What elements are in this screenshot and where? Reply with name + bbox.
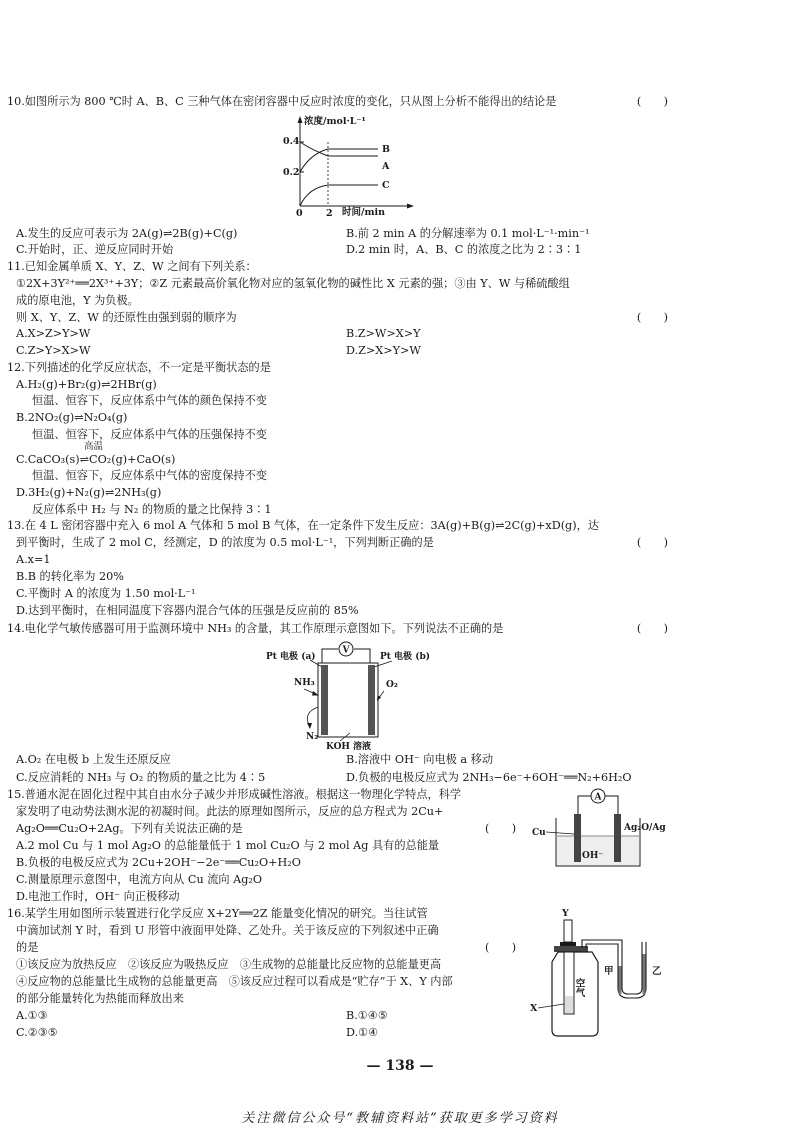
q14-meter-label: V [342, 645, 350, 656]
q12-option-a: A.H₂(g)+Br₂(g)⇌2HBr(g) [16, 378, 157, 391]
stopper [554, 946, 588, 952]
q12-option-c-condition: 恒温、恒容下，反应体系中气体的密度保持不变 [32, 469, 267, 482]
q10-y-tick: 0.4 [283, 136, 300, 147]
q15-left-label: Cu [532, 828, 546, 838]
q16-bracket: ( ) [485, 941, 517, 954]
q10-y-tick: 0.2 [283, 167, 300, 178]
q14-electrode-b-label: Pt 电极 (b) [380, 652, 431, 662]
q14-stem: 14.电化学气敏传感器可用于监测环境中 NH₃ 的含量，其工作原理示意图如下。下列说法不正确的是 [7, 622, 504, 635]
q12-option-c: C.CaCO₃(s)⇌CO₂(g)+CaO(s) [16, 453, 176, 466]
q16-dropper-label: Y [562, 908, 569, 919]
q15-stem: Ag₂O══Cu₂O+2Ag。下列有关说法正确的是 [16, 822, 243, 835]
q15-right-label: Ag₂O/Ag [624, 823, 666, 833]
q12-option-a-condition: 恒温、恒容下，反应体系中气体的颜色保持不变 [32, 394, 267, 407]
q16-right-arm-label: 乙 [652, 966, 662, 977]
q15-ion-label: OH⁻ [582, 851, 604, 861]
q12-condition-high-temp: 高温 [84, 441, 104, 452]
footer-note: 关注微信公众号“教辅资料站”获取更多学习资料 [241, 1111, 559, 1126]
q11-option-c: C.Z>Y>X>W [16, 344, 91, 357]
q11-option-b: B.Z>W>X>Y [346, 327, 421, 340]
q16-apparatus-diagram [524, 904, 674, 1040]
q10-curve-label: A [382, 161, 390, 172]
q12-option-d: D.3H₂(g)+N₂(g)⇌2NH₃(g) [16, 486, 162, 499]
dropper-icon [564, 920, 572, 942]
q14-gas-o2: O₂ [386, 680, 398, 690]
q10-curve-label: C [382, 180, 390, 191]
q12-stem: 12.下列描述的化学反应状态，不一定是平衡状态的是 [7, 361, 271, 374]
q14-option-b: B.溶液中 OH⁻ 向电极 a 移动 [346, 753, 494, 766]
q13-stem: 13.在 4 L 密闭容器中充入 6 mol A 气体和 5 mol B 气体，在一定条件下发生反应：3A(g)+B(g)⇌2C(g)+xD(g)，达 [7, 519, 599, 532]
q14-electrolyte-label: KOH 溶液 [326, 742, 372, 752]
q15-option-d: D.电池工作时，OH⁻ 向正极移动 [16, 890, 180, 903]
q13-bracket: ( ) [636, 536, 668, 549]
q14-gas-nh3: NH₃ [294, 678, 315, 688]
q10-curve-c [300, 185, 378, 206]
q10-x-axis-label: 时间/min [342, 207, 386, 218]
q12-option-d-condition: 反应体系中 H₂ 与 N₂ 的物质的量之比保持 3∶1 [32, 503, 272, 516]
q11-bracket: ( ) [636, 311, 668, 324]
q11-option-d: D.Z>X>Y>W [346, 344, 421, 357]
q10-stem: 10.如图所示为 800 ℃时 A、B、C 三种气体在密闭容器中反应时浓度的变化，只从图上分析不能得出的结论是 [7, 95, 557, 108]
q11-stem: 则 X、Y、Z、W 的还原性由强到弱的顺序为 [16, 311, 237, 324]
q11-stem: 11.已知金属单质 X、Y、Z、W 之间有下列关系： [7, 260, 257, 273]
q13-option-c: C.平衡时 A 的浓度为 1.50 mol·L⁻¹ [16, 587, 196, 600]
q16-statement: ①该反应为放热反应 ②该反应为吸热反应 ③生成物的总能量比反应物的总能量更高 [16, 958, 442, 971]
q12-option-b-condition: 恒温、恒容下，反应体系中气体的压强保持不变 [32, 428, 267, 441]
q10-option-a: A.发生的反应可表示为 2A(g)⇌2B(g)+C(g) [16, 227, 238, 240]
electrode-a [321, 665, 328, 735]
q10-option-d: D.2 min 时，A、B、C 的浓度之比为 2∶3∶1 [346, 243, 582, 256]
q15-stem: 15.普通水泥在固化过程中其自由水分子减少并形成碱性溶液。根据这一物理化学特点，科学 [7, 788, 462, 801]
q15-option-b: B.负极的电极反应式为 2Cu+2OH⁻−2e⁻══Cu₂O+H₂O [16, 856, 301, 869]
q14-sensor-diagram [266, 637, 446, 752]
q16-left-arm-label: 甲 [604, 966, 614, 977]
q16-statement: 的部分能量转化为热能而释放出来 [16, 992, 184, 1005]
ag2o-electrode [614, 814, 621, 862]
q12-option-b: B.2NO₂(g)⇌N₂O₄(g) [16, 411, 128, 424]
q11-stem: 成的原电池，Y 为负极。 [16, 294, 139, 307]
q16-option-a: A.①③ [16, 1009, 48, 1022]
q10-bracket: ( ) [636, 95, 668, 108]
q14-option-a: A.O₂ 在电极 b 上发生还原反应 [16, 753, 171, 766]
q14-bracket: ( ) [636, 622, 668, 635]
q10-option-c: C.开始时，正、逆反应同时开始 [16, 243, 174, 256]
q15-meter-label: A [594, 792, 602, 803]
q16-option-b: B.①④⑤ [346, 1009, 388, 1022]
q14-electrode-a-label: Pt 电极 (a) [266, 652, 316, 662]
q16-option-d: D.①④ [346, 1026, 379, 1039]
q15-option-a: A.2 mol Cu 与 1 mol Ag₂O 的总能量低于 1 mol Cu₂O 与 2 mol Ag 具有的总能量 [16, 839, 440, 852]
q15-bracket: ( ) [485, 822, 517, 835]
q14-gas-n2: N₂ [306, 732, 319, 742]
q16-air-label: 空气 [573, 978, 585, 997]
q16-stem: 中滴加试剂 Y 时，看到 U 形管中液面甲处降、乙处升。关于该反应的下列叙述中正确 [16, 924, 439, 937]
q13-option-a: A.x=1 [16, 553, 51, 566]
cu-electrode [574, 814, 581, 862]
q10-curve-label: B [382, 144, 391, 155]
q14-option-c: C.反应消耗的 NH₃ 与 O₂ 的物质的量之比为 4∶5 [16, 771, 266, 784]
q15-cell-diagram [532, 784, 672, 876]
q15-stem: 家发明了电动势法测水泥的初凝时间。此法的原理如图所示，反应的总方程式为 2Cu+ [16, 805, 444, 818]
q15-option-c: C.测量原理示意图中，电流方向从 Cu 流向 Ag₂O [16, 873, 263, 886]
q14-option-d: D.负极的电极反应式为 2NH₃−6e⁻+6OH⁻══N₂+6H₂O [346, 771, 632, 784]
q11-stem: ①2X+3Y²⁺══2X³⁺+3Y；②Z 元素最高价氧化物对应的氢氧化物的碱性比 X 元素的强；③由 Y、W 与稀硫酸组 [16, 277, 570, 290]
electrode-b [368, 665, 375, 735]
q11-option-a: A.X>Z>Y>W [16, 327, 91, 340]
q16-stem: 16.某学生用如图所示装置进行化学反应 X+2Y══2Z 能量变化情况的研究。当往试管 [7, 907, 428, 920]
q13-option-d: D.达到平衡时，在相同温度下容器内混合气体的压强是反应前的 85% [16, 604, 359, 617]
q10-x-tick: 0 [296, 208, 303, 219]
q10-x-tick: 2 [326, 208, 333, 219]
q16-statement: ④反应物的总能量比生成物的总能量更高 ⑤该反应过程可以看成是“贮存”于 X、Y 内部 [16, 975, 453, 988]
q10-option-b: B.前 2 min A 的分解速率为 0.1 mol·L⁻¹·min⁻¹ [346, 227, 590, 240]
q10-y-axis-label: 浓度/mol·L⁻¹ [304, 116, 366, 127]
q10-concentration-graph [270, 112, 420, 218]
q16-option-c: C.②③⑤ [16, 1026, 58, 1039]
q16-tube-label: X [530, 1003, 538, 1014]
q16-stem: 的是 [16, 941, 39, 954]
q10-curve-b [300, 149, 378, 172]
q13-option-b: B.B 的转化率为 20% [16, 570, 124, 583]
q13-stem: 到平衡时，生成了 2 mol C，经测定，D 的浓度为 0.5 mol·L⁻¹，下列判断正确的是 [16, 536, 434, 549]
page-number: — 138 — [366, 1058, 434, 1074]
